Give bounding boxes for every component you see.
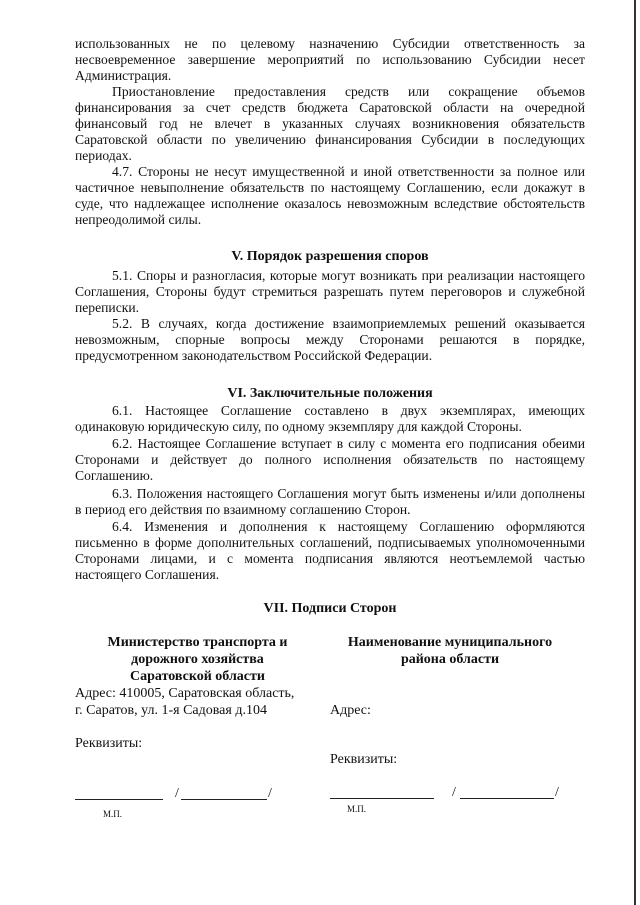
page-edge-line xyxy=(634,0,636,905)
right-signature-slash-end: / xyxy=(555,785,559,800)
left-party-address-line2: г. Саратов, ул. 1-я Садовая д.104 xyxy=(75,703,267,718)
left-signature-slash: / xyxy=(175,786,179,801)
right-party-requisites: Реквизиты: xyxy=(330,752,398,767)
section-7-heading: VII. Подписи Сторон xyxy=(263,601,397,616)
left-name-line xyxy=(181,799,267,800)
left-signature-slash-end: / xyxy=(268,786,272,801)
paragraph-5-1: 5.1. Споры и разногласия, которые могут возникать при реализации настоящего Соглашения, Стороны будут стремиться разрешать путем переговоров и служебной переписки. xyxy=(75,268,585,315)
left-party-address-line1: Адрес: 410005, Саратовская область, xyxy=(75,686,295,701)
right-party-name-line1: Наименование муниципального xyxy=(347,635,553,650)
paragraph-6-2: 6.2. Настоящее Соглашение вступает в силу с момента его подписания обеими Сторонами и действует до полного исполнения обязательств по настоящему Соглашению. xyxy=(75,436,585,483)
left-party-name-line1: Министерство транспорта и xyxy=(107,635,288,650)
right-stamp-label: М.П. xyxy=(347,804,367,814)
section-5-heading: V. Порядок разрешения споров xyxy=(231,249,429,264)
paragraph-4-7: 4.7. Стороны не несут имущественной и иной ответственности за полное или частичное невыполнение обязательств по настоящему Соглашению, если докажут в суде, что надлежащее исполнение оказалось невозможным вследствие обстоятельств непреодолимой силы. xyxy=(75,164,585,227)
paragraph-6-1: 6.1. Настоящее Соглашение составлено в двух экземплярах, имеющих одинаковую юридическую силу, по одному экземпляру для каждой Стороны. xyxy=(75,403,585,434)
left-stamp-label: М.П. xyxy=(103,809,123,819)
right-signature-line xyxy=(330,798,434,799)
right-signature-slash: / xyxy=(452,785,456,800)
section-6-heading: VI. Заключительные положения xyxy=(227,386,433,401)
left-signature-line xyxy=(75,799,163,800)
right-party-address: Адрес: xyxy=(330,703,371,718)
paragraph-6-3: 6.3. Положения настоящего Соглашения могут быть изменены и/или дополнены в период его действия по взаимному соглашению Сторон. xyxy=(75,486,585,517)
right-party-name-line2: района области xyxy=(400,652,500,667)
paragraph-6-4: 6.4. Изменения и дополнения к настоящему Соглашению оформляются письменно в форме дополнительных соглашений, подписываемых уполномоченными Сторонами лицами, и с момента подписания являются неотъемлемой частью настоящего Соглашения. xyxy=(75,519,585,582)
left-party-name-line3: Саратовской области xyxy=(130,669,265,684)
right-name-line xyxy=(460,798,554,799)
left-party-name-line2: дорожного хозяйства xyxy=(131,652,264,667)
left-party-requisites: Реквизиты: xyxy=(75,736,143,751)
paragraph-suspension: Приостановление предоставления средств или сокращение объемов финансирования за счет средств бюджета Саратовской области на очередной финансовый год не влечет в указанных случаях возникновения обязательств Саратовской области по увеличению финансирования Субсидии в последующих периодах. xyxy=(75,84,585,163)
paragraph-5-2: 5.2. В случаях, когда достижение взаимоприемлемых решений оказывается невозможным, спорные вопросы между Сторонами решаются в порядке, предусмотренном законодательством Российской Федерации. xyxy=(75,316,585,363)
paragraph-4-6-end: использованных не по целевому назначению Субсидии ответственность за несвоевременное завершение мероприятий по использованию Субсидии несет Администрация. xyxy=(75,36,585,83)
